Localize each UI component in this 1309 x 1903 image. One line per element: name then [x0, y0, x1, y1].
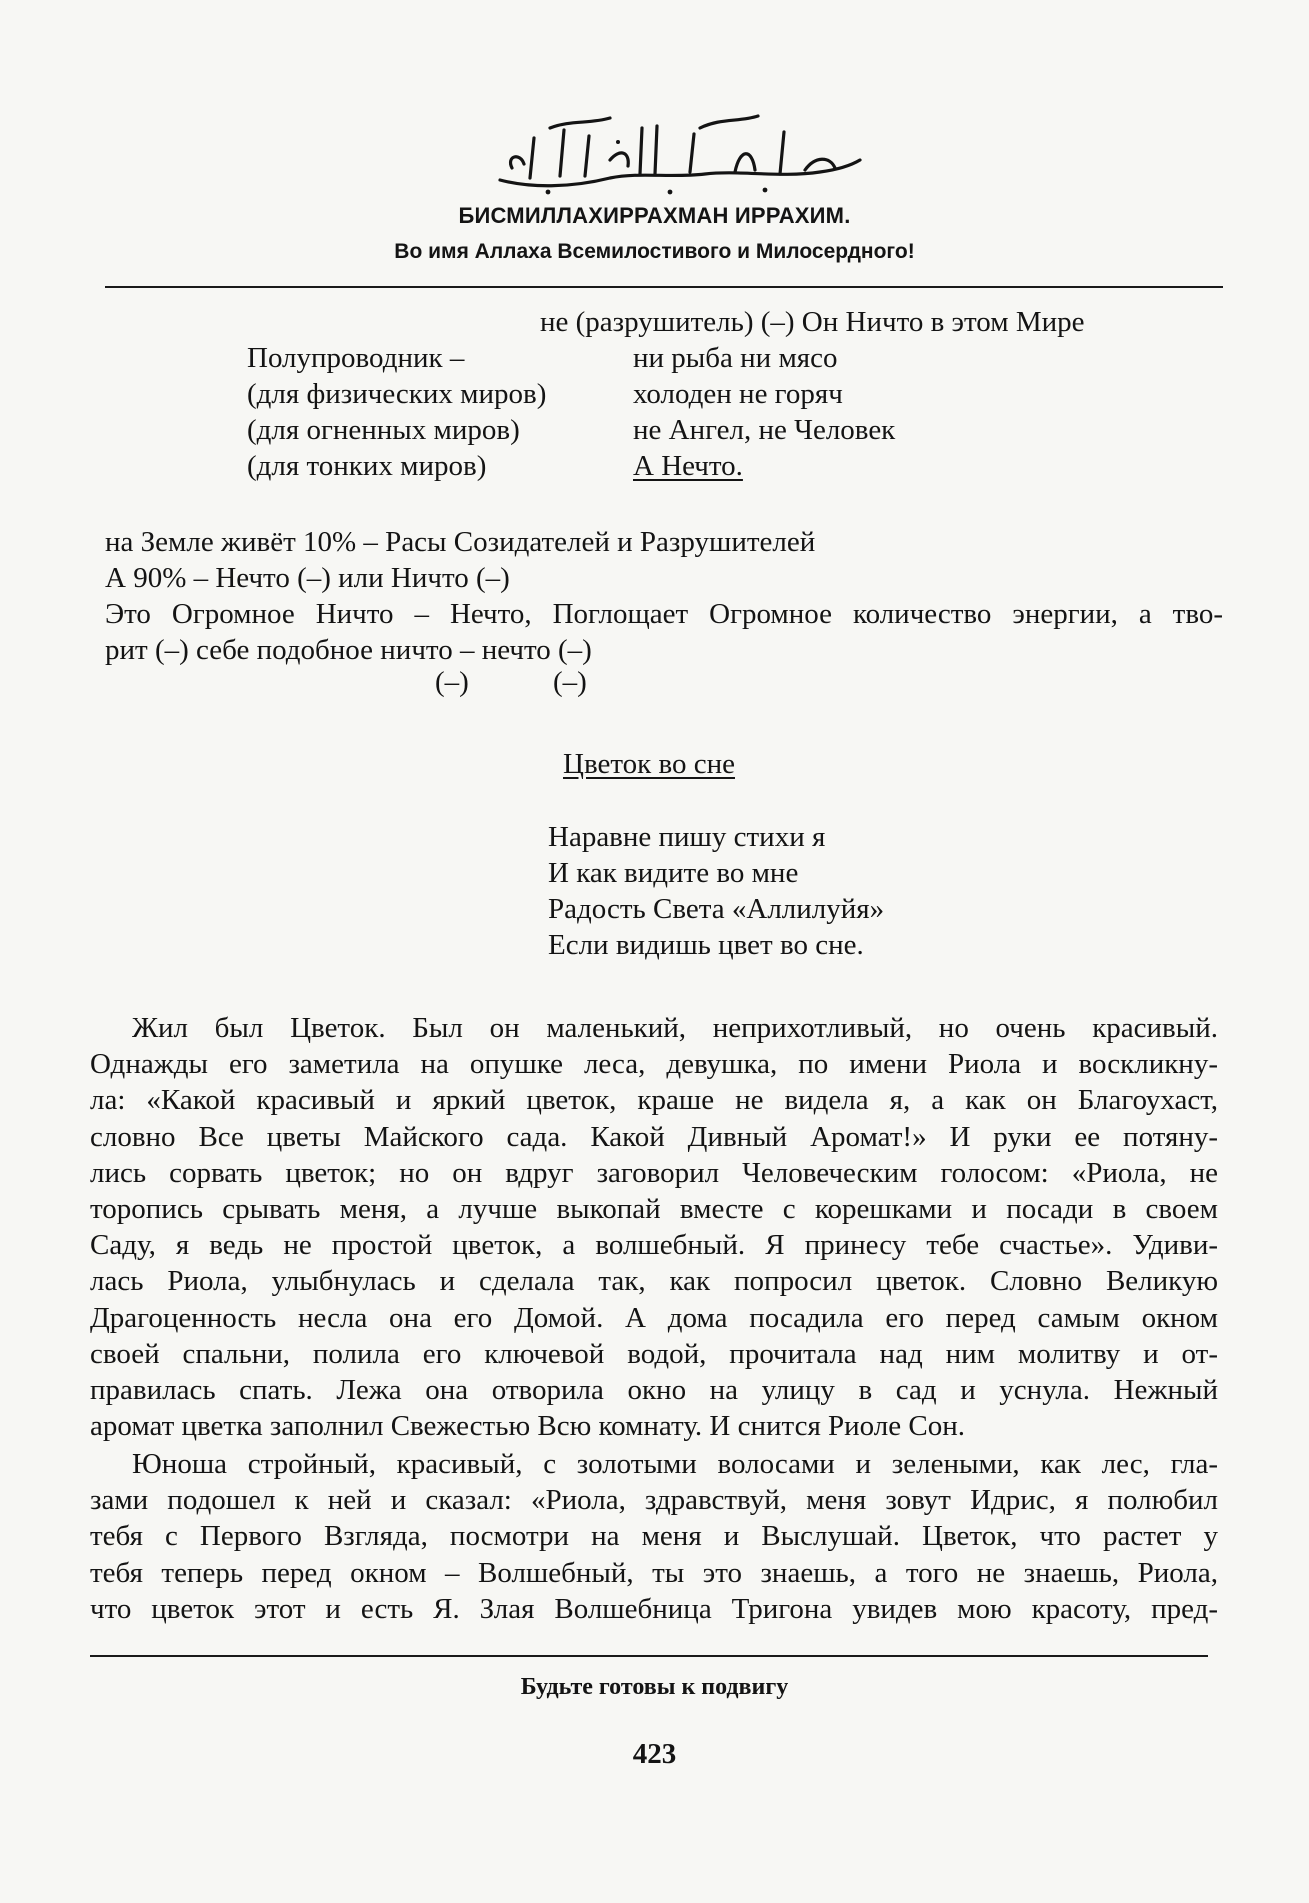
statement-1: на Земле живёт 10% – Расы Созидателей и Разрушителей: [105, 526, 816, 558]
page-header-title: БИСМИЛЛАХИРРАХМАН ИРРАХИМ.: [458, 203, 851, 228]
bismillah-calligraphy-icon: [490, 108, 870, 198]
story-p2-line: тебя с Первого Взгляда, посмотри на меня и Выслушай. Цветок, что растет у: [90, 1520, 1218, 1553]
story-p1-line: правилась спать. Лежа она отворила окно на улицу в сад и уснула. Нежный: [90, 1374, 1218, 1407]
story-p1-line: Драгоценность несла она его Домой. А дома посадила его перед самым окном: [90, 1301, 1218, 1334]
page-number: 423: [632, 1738, 677, 1770]
story-p2-line: что цветок этот и есть Я. Злая Волшебница Тригона увидев мою красоту, пред-: [90, 1592, 1218, 1625]
story-p1-line: Однажды его заметила на опушке леса, девушка, по имени Риола и воскликну-: [90, 1048, 1218, 1081]
footer-divider: [90, 1655, 1208, 1657]
story-p1-line: лись сорвать цветок; но он вдруг заговорил Человеческим голосом: «Риола, не: [90, 1156, 1218, 1189]
table-left-3: (для огненных миров): [247, 414, 520, 446]
table-right-4: А Нечто.: [633, 450, 743, 482]
statement-3: Это Огромное Ничто – Нечто, Поглощает Огромное количество энергии, а тво-: [105, 598, 1223, 630]
table-left-2: (для физических миров): [247, 378, 547, 410]
bismillah-calligraphy: [490, 108, 870, 198]
table-right-2: холоден не горяч: [633, 378, 843, 410]
page-header-subtitle: Во имя Аллаха Всемилостивого и Милосердного!: [394, 240, 915, 263]
table-first-line: не (разрушитель) (–) Он Ничто в этом Мире: [540, 306, 1085, 338]
statement-mark-1: (–): [435, 666, 469, 698]
table-right-3: не Ангел, не Человек: [633, 414, 896, 446]
story-p1-line: аромат цветка заполнил Свежестью Всю комнату. И снится Риоле Сон.: [90, 1410, 965, 1443]
statement-mark-2: (–): [553, 666, 587, 698]
poem-line-2: И как видите во мне: [548, 857, 799, 889]
footer-title: Будьте готовы к подвигу: [520, 1674, 789, 1700]
table-right-1: ни рыба ни мясо: [633, 342, 838, 374]
story-p1-line: торопись срывать меня, а лучше выкопай вместе с корешками и посади в своем: [90, 1193, 1218, 1226]
poem-line-4: Если видишь цвет во сне.: [548, 929, 864, 961]
table-left-4: (для тонких миров): [247, 450, 487, 482]
story-p1-line: словно Все цветы Майского сада. Какой Дивный Аромат!» И руки ее потяну-: [90, 1120, 1218, 1153]
story-paragraph-1: [90, 1010, 1218, 1444]
header-divider: [105, 286, 1223, 288]
table-left-1: Полупроводник –: [247, 342, 465, 374]
story-p1-line: Жил был Цветок. Был он маленький, неприхотливый, но очень красивый.: [132, 1012, 1218, 1044]
statement-4: рит (–) себе подобное ничто – нечто (–): [105, 634, 592, 666]
poem-title: Цветок во сне: [563, 748, 735, 780]
story-p2-line: зами подошел к ней и сказал: «Риола, здравствуй, меня зовут Идрис, я полюбил: [90, 1484, 1218, 1517]
story-paragraph-2: [90, 1446, 1218, 1627]
statement-2: А 90% – Нечто (–) или Ничто (–): [105, 562, 510, 594]
story-p1-line: своей спальни, полила его ключевой водой, прочитала над ним молитву и от-: [90, 1337, 1218, 1370]
poem-line-3: Радость Света «Аллилуйя»: [548, 893, 885, 925]
story-p1-line: ла: «Какой красивый и яркий цветок, краше не видела я, а как он Благоухаст,: [90, 1084, 1218, 1117]
story-p1-line: лась Риола, улыбнулась и сделала так, как попросил цветок. Словно Великую: [90, 1265, 1218, 1298]
story-p2-line: Юноша стройный, красивый, с золотыми волосами и зелеными, как лес, гла-: [132, 1448, 1218, 1480]
story-p1-line: Саду, я ведь не простой цветок, а волшебный. Я принесу тебе счастье». Удиви-: [90, 1229, 1218, 1262]
story-p2-line: тебя теперь перед окном – Волшебный, ты это знаешь, а того не знаешь, Риола,: [90, 1556, 1218, 1589]
poem-line-1: Наравне пишу стихи я: [548, 821, 826, 853]
